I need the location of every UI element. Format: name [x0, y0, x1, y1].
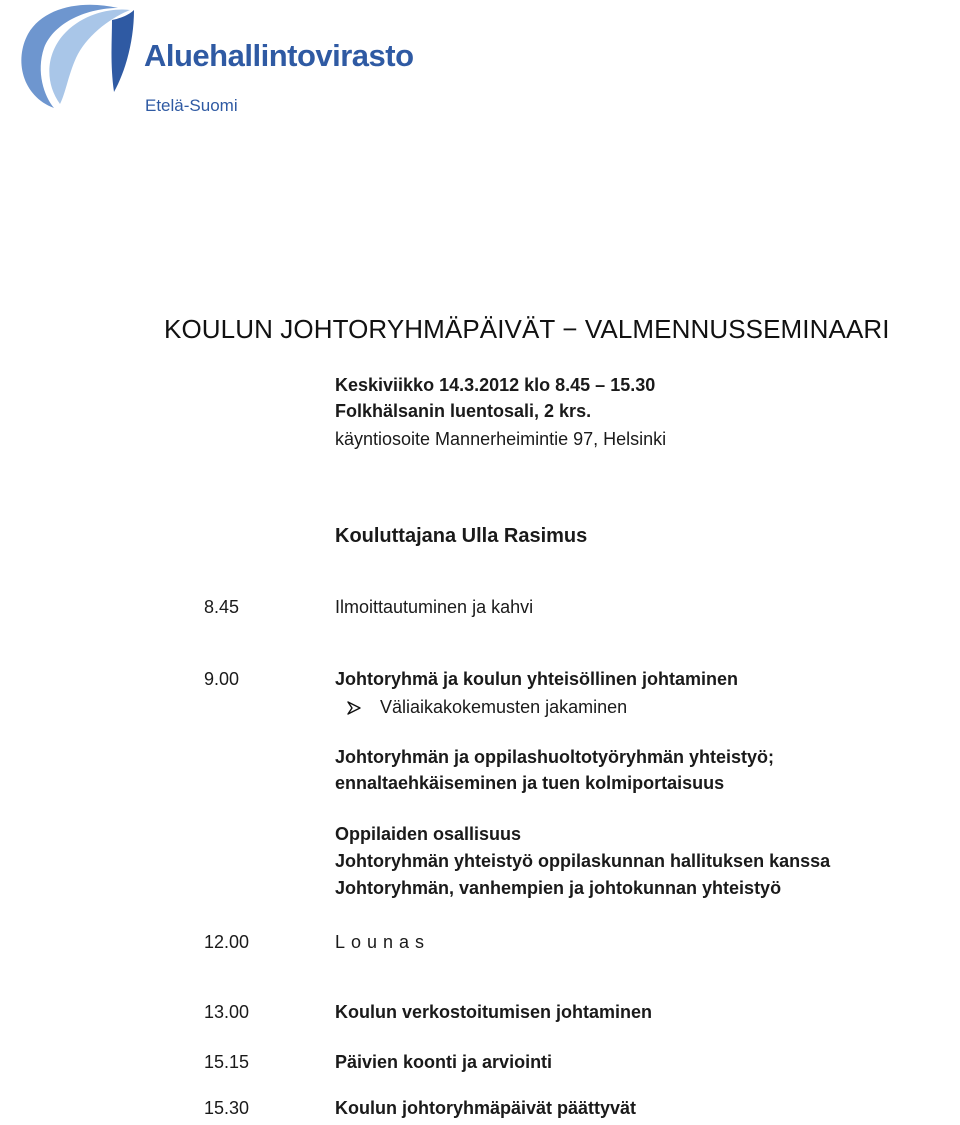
logo-mark-icon: [14, 0, 136, 114]
schedule-time: 15.30: [204, 1098, 250, 1118]
schedule-detail: Johtoryhmän ja oppilashuoltotyöryhmän yhteistyö;: [335, 747, 775, 767]
schedule-item: Päivien koonti ja arviointi: [335, 1052, 553, 1072]
schedule-time: 9.00: [204, 669, 240, 689]
schedule-time: 15.15: [204, 1052, 250, 1072]
trainer-name: Kouluttajana Ulla Rasimus: [335, 525, 588, 547]
schedule-detail: Johtoryhmän yhteistyö oppilaskunnan hallituksen kanssa: [335, 851, 831, 871]
schedule-time: 8.45: [204, 597, 240, 617]
schedule-item: Koulun verkostoitumisen johtaminen: [335, 1002, 653, 1022]
document-title: KOULUN JOHTORYHMÄPÄIVÄT − VALMENNUSSEMINAARI: [164, 314, 890, 344]
schedule-detail: ennaltaehkäiseminen ja tuen kolmiportaisuus: [335, 773, 725, 793]
schedule-item: Koulun johtoryhmäpäivät päättyvät: [335, 1098, 637, 1118]
event-address: käyntiosoite Mannerheimintie 97, Helsinki: [335, 429, 667, 449]
schedule-item: Ilmoittautuminen ja kahvi: [335, 597, 534, 617]
event-date: Keskiviikko 14.3.2012 klo 8.45 – 15.30: [335, 375, 656, 395]
schedule-time: 12.00: [204, 932, 250, 952]
schedule-item: Johtoryhmä ja koulun yhteisöllinen johtaminen: [335, 669, 739, 689]
organization-name: Aluehallintovirasto: [144, 38, 414, 73]
schedule-item: Lounas: [335, 932, 431, 952]
organization-logo: [14, 0, 434, 120]
schedule-detail: Johtoryhmän, vanhempien ja johtokunnan yhteistyö: [335, 878, 782, 898]
schedule-subitem: Väliaikakokemusten jakaminen: [380, 697, 628, 717]
schedule-time: 13.00: [204, 1002, 250, 1022]
arrow-bullet-icon: [346, 700, 362, 716]
organization-region: Etelä-Suomi: [145, 96, 238, 115]
schedule-detail: Oppilaiden osallisuus: [335, 824, 522, 844]
event-venue: Folkhälsanin luentosali, 2 krs.: [335, 401, 592, 421]
